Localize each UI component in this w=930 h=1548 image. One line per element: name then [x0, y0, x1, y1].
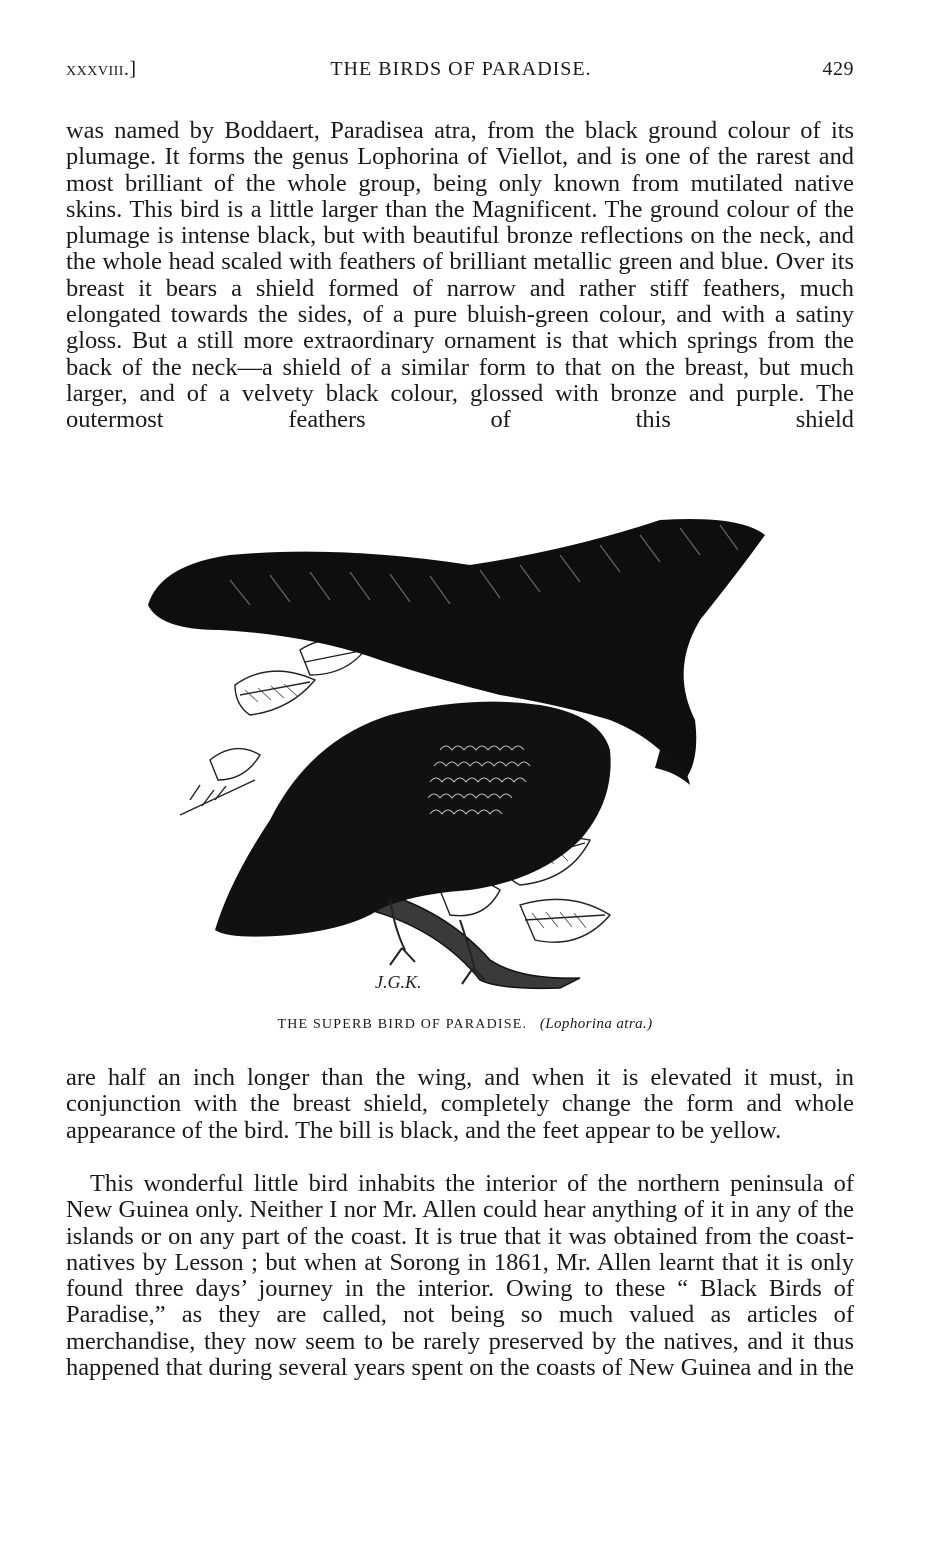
running-title: THE BIRDS OF PARADISE.	[330, 58, 592, 80]
engraver-mark: J.G.K.	[375, 972, 422, 992]
figure-caption	[0, 1016, 930, 1033]
bird-body	[215, 702, 611, 937]
paragraph-3: This wonderful little bird inhabits the interior of the northern peninsula of New Guinea only. Neither I nor Mr. Allen could hear anything of it in any of the islands or on any part of the coast. It is true that it was obtained from the coast-natives by Lesson ; but when at Sorong in 1861, Mr. Allen learnt that it is only found three days’ journey in the interior. Owing to these “ Black Birds of Paradise,” as they are called, not being so much valued as articles of merchandise, they now seem to be rarely preserved by the natives, and it thus happened that during several years spent on the coasts of New Guinea and in the	[66, 1170, 854, 1382]
paragraph-1: was named by Boddaert, Paradisea atra, from the black ground colour of its plumage. It forms the genus Lophorina of Viellot, and is one of the rarest and most brilliant of the whole group, being only known from mutilated native skins. This bird is a little larger than the Magnificent. The ground colour of the plumage is intense black, but with beautiful bronze reflections on the neck, and the whole head scaled with feathers of brilliant metallic green and blue. Over its breast it bears a shield formed of narrow and rather stiff feathers, much elongated towards the sides, of a pure bluish-green colour, and with a satiny gloss. But a still more extraordinary ornament is that which springs from the back of the neck—a shield of a similar form to that on the breast, but much larger, and of a velvety black colour, glossed with bronze and purple. The outermost feathers of this shield	[66, 117, 854, 434]
bird-illustration	[140, 510, 780, 1010]
running-header	[66, 58, 856, 88]
page-number: 429	[822, 58, 854, 80]
caption-scientific-name: (Lophorina atra.)	[539, 1016, 653, 1032]
paragraph-2: are half an inch longer than the wing, and when it is elevated it must, in conjunction with the breast shield, completely change the form and whole appearance of the bird. The bill is black, and the feet appear to be yellow.	[66, 1064, 854, 1144]
chapter-number: xxxviii.]	[66, 58, 137, 80]
caption-title: THE SUPERB BIRD OF PARADISE.	[277, 1017, 528, 1032]
